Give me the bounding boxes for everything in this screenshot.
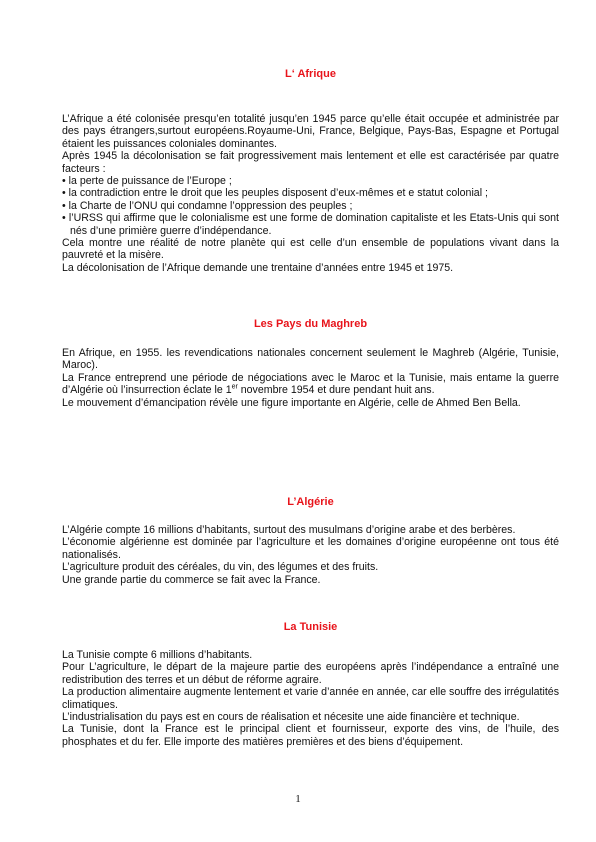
paragraph: Une grande partie du commerce se fait avec la France.	[62, 573, 321, 586]
paragraph: En Afrique, en 1955. les revendications nationales concernent seulement le Maghreb (Algérie, Tunisie, Maroc).	[62, 347, 559, 372]
paragraph: L’industrialisation du pays est en cours de réalisation et nécesite une aide financière et technique.	[62, 711, 520, 724]
paragraph: Après 1945 la décolonisation se fait progressivement mais lentement et elle est caractérisée par quatre facteurs :	[62, 150, 559, 175]
paragraph: Cela montre une réalité de notre planète qui est celle d’un ensemble de populations vivant dans la pauvreté et la misère.	[62, 237, 559, 262]
paragraph: La production alimentaire augmente lentement et varie d’année en année, car elle souffre des irrégulatités climatiques.	[62, 686, 559, 711]
paragraph: La Tunisie compte 6 millions d’habitants.	[62, 649, 253, 661]
paragraph: La Tunisie, dont la France est le principal client et fournisseur, exporte des vins, de l’huile, des phosphates et du fer. Elle importe des matières premières et des biens d’équipement.	[62, 723, 559, 748]
section-title-maghreb: Les Pays du Maghreb	[253, 318, 368, 330]
bullet-item: • la Charte de l’ONU qui condamne l’oppression des peuples ;	[62, 199, 353, 212]
paragraph: L’Algérie compte 16 millions d’habitants, surtout des musulmans d’origine arabe et des berbères.	[62, 524, 516, 536]
section-title-afrique: L‘ Afrique	[285, 68, 336, 80]
page-number: 1	[295, 793, 301, 805]
section-body-tunisie	[62, 649, 559, 748]
paragraph: L’économie algérienne est dominée par l’agriculture et les domaines d’origine européenne ont tous été nationalisés.	[62, 536, 559, 561]
paragraph: L’agriculture produit des céréales, du vin, des légumes et des fruits.	[62, 561, 379, 574]
paragraph: L’Afrique a été colonisée presqu’en totalité jusqu’en 1945 parce qu’elle était occupée et administrée par des pays étrangers,surtout européens.Royaume-Uni, France, Belgique, Pays-Bas, Espagne et Portugal étaient les puissances coloniales dominantes.	[62, 113, 559, 150]
section-body-afrique	[62, 113, 559, 274]
section-title-algerie: L’Algérie	[287, 496, 334, 508]
paragraph: La décolonisation de l’Afrique demande une trentaine d’années entre 1945 et 1975.	[62, 261, 454, 274]
section-body-maghreb	[62, 347, 559, 409]
bullet-item: • la contradiction entre le droit que les peuples disposent d’eux-mêmes et e statut colonial ;	[62, 187, 488, 200]
section-title-tunisie: La Tunisie	[283, 621, 338, 633]
paragraph	[62, 372, 559, 397]
text-run: La France entreprend une période de négociations avec le Maroc et la Tunisie, mais entame la guerre d’Algérie où l’insurrection éclate le 1	[62, 371, 559, 397]
bullet-item: • l’URSS qui affirme que le colonialisme est une forme de domination capitaliste et les Etats-Unis qui sont nés d’une primière guerre d’indépendance.	[62, 212, 559, 237]
paragraph: Pour L’agriculture, le départ de la majeure partie des européens après l’indépendance a entraîné une redistribution des terres et un début de réforme agraire.	[62, 661, 559, 686]
section-body-algerie	[62, 524, 559, 586]
superscript: er	[231, 383, 238, 391]
text-run: novembre 1954 et dure pendant huit ans.	[237, 384, 435, 397]
paragraph: Le mouvement d’émancipation révèle une figure importante en Algérie, celle de Ahmed Ben Bella.	[62, 396, 521, 409]
bullet-item: • la perte de puissance de l’Europe ;	[62, 175, 232, 188]
